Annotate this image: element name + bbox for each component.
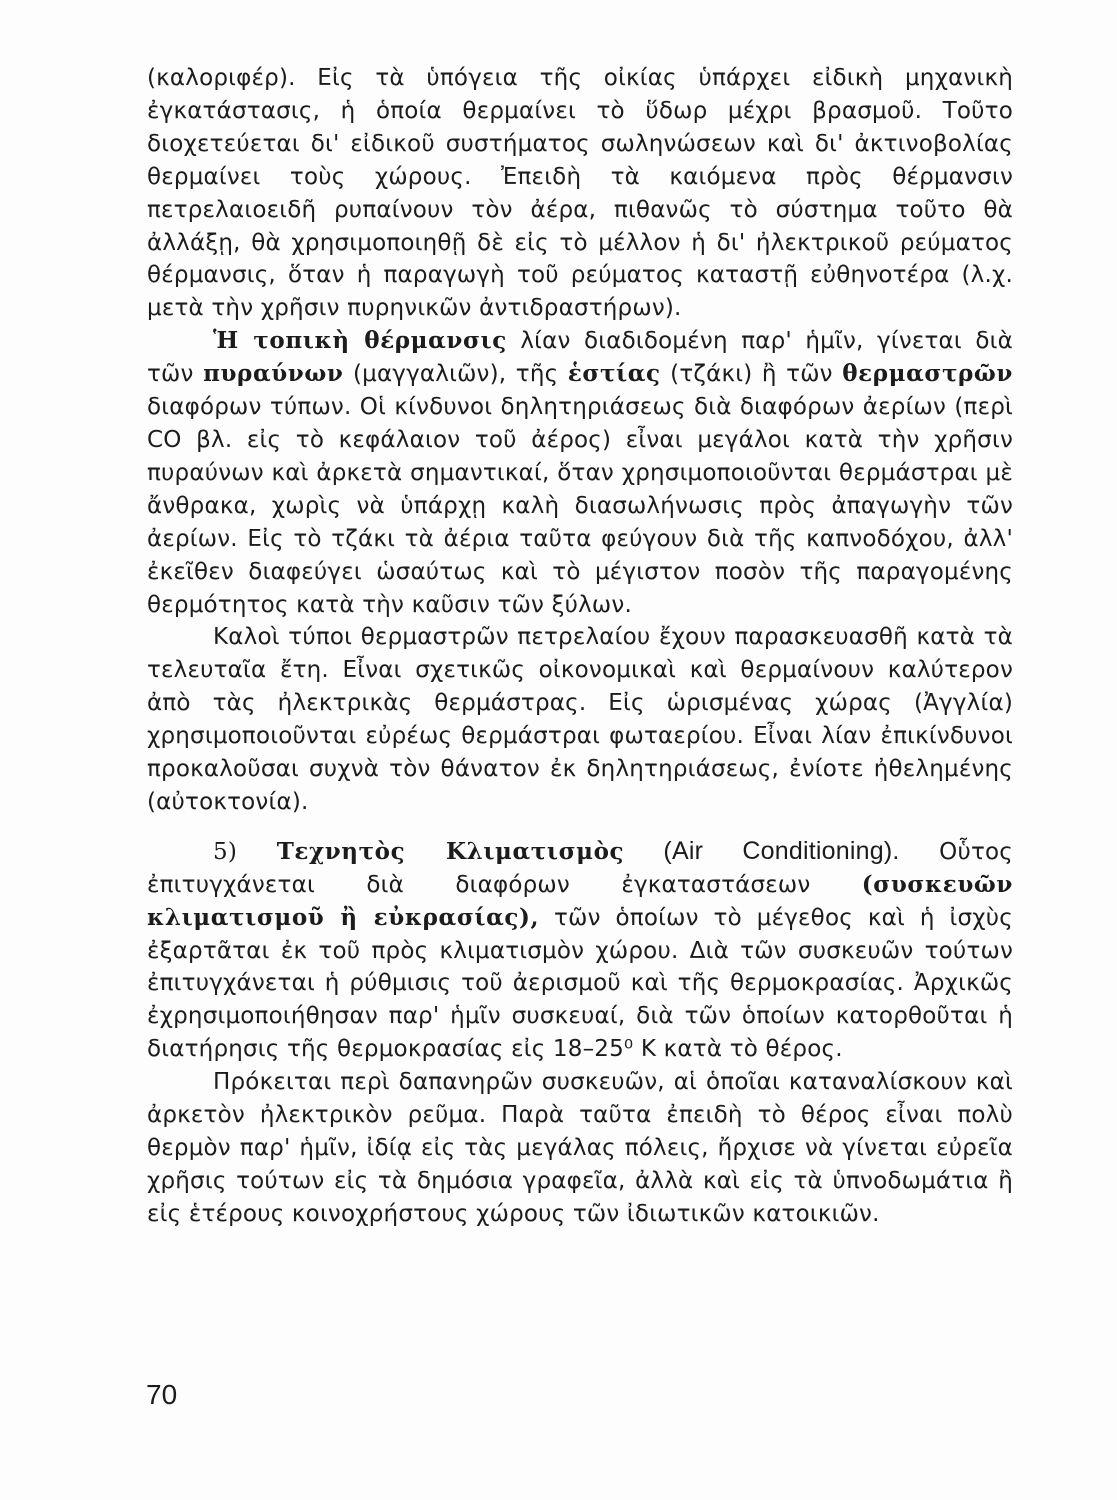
paragraph-local-heating-text-4: διαφόρων τύπων. Οἱ κίνδυνοι δηλητηριάσεως διὰ διαφόρων ἀερίων (περὶ CO βλ. εἰς τὸ κεφάλαιον τοῦ ἀέρος) εἶναι μεγάλοι κατὰ τὴν χρῆσιν πυραύνων καὶ ἀρκετὰ σημαντικαί, ὅταν χρησιμοποιοῦνται θερμάστραι μὲ ἄνθρακα, χωρὶς νὰ ὑπάρχῃ καλὴ διασωλήνωσις πρὸς ἀπαγωγὴν τῶν ἀερίων. Εἰς τὸ τζάκι τὰ ἀέρια ταῦτα φεύγουν διὰ τῆς καπνοδόχου, ἀλλ' ἐκεῖθεν διαφεύγει ὡσαύτως καὶ τὸ μέγιστον ποσὸν τῆς παραγομένης θερμότητος κατὰ τὴν καῦσιν τῶν ξύλων. [147,394,1013,618]
paragraph-radiator-text: (καλοριφέρ). Εἰς τὰ ὑπόγεια τῆς οἰκίας ὑπάρχει εἰδικὴ μηχανικὴ ἐγκατάστασις, ἡ ὁποία θερμαίνει τὸ ὕδωρ μέχρι βρασμοῦ. Τοῦτο διοχετεύεται δι' εἰδικοῦ συστήματος σωληνώσεων καὶ δι' ἀκτινοβολίας θερμαίνει τοὺς χώρους. Ἐπειδὴ τὰ καιόμενα πρὸς θέρμανσιν πετρελαιοειδῆ ρυπαίνουν τὸν ἀέρα, πιθανῶς τὸ σύστημα τοῦτο θὰ ἀλλάξῃ, θὰ χρησιμοποιηθῇ δὲ εἰς τὸ μέλλον ἡ δι' ἠλεκτρικοῦ ρεύματος θέρμανσις, ὅταν ἡ παραγωγὴ τοῦ ρεύματος καταστῇ εὐθηνοτέρα (λ.χ. μετὰ τὴν χρῆσιν πυρηνικῶν ἀντιδραστήρων). [147,65,1013,322]
paragraph-local-heating-text-3: (τζάκι) ἢ τῶν [660,361,843,388]
paragraph-costly-devices [147,1066,1013,1231]
paragraph-local-heating-text-1: λίαν διαδιδομένη παρ' ἡμῖν, γίνεται διὰ τῶν [147,328,1013,388]
paragraph-air-conditioning [147,835,1013,1066]
paragraph-costly-devices-text: Πρόκειται περὶ δαπανηρῶν συσκευῶν, αἱ ὁποῖαι καταναλίσκουν καὶ ἀρκετὸν ἠλεκτρικὸν ρεῦμα. Παρὰ ταῦτα ἐπειδὴ τὸ θέρος εἶναι πολὺ θερμὸν παρ' ἡμῖν, ἰδίᾳ εἰς τὰς μεγάλας πόλεις, ἤρχισε νὰ γίνεται εὐρεῖα χρῆσις τούτων εἰς τὰ δημόσια γραφεῖα, ἀλλὰ καὶ εἰς τὰ ὑπνοδωμάτια ἢ εἰς ἑτέρους κοινοχρήστους χώρους τῶν ἰδιωτικῶν κατοικιῶν. [147,1069,1013,1227]
page-body [147,62,1013,1231]
paragraph-local-heating [147,325,1013,621]
paragraph-local-heating-text-2: (μαγγαλιῶν), τῆς [343,361,568,388]
section-spacer [147,819,1013,835]
paragraph-air-conditioning-text-2: τῶν ὁποίων τὸ μέγεθος καὶ ἡ ἰσχὺς ἐξαρτᾶται ἐκ τοῦ πρὸς κλιματισμὸν χώρου. Διὰ τῶν συσκευῶν τούτων ἐπιτυγχάνεται ἡ ρύθμισις τοῦ ἀερισμοῦ καὶ τῆς θερμοκρασίας. Ἀρχικῶς ἐχρησιμοποιήθησαν παρ' ἡμῖν συσκευαί, διὰ τῶν ὁποίων κατορθοῦται ἡ διατήρησις τῆς θερμοκρασίας εἰς 18–25⁰ Κ κατὰ τὸ θέρος. [147,904,1013,1063]
section-heading-english: (Air Conditioning). [624,836,900,865]
term-local-heating: Ἡ τοπικὴ θέρμανσις [213,327,507,355]
paragraph-oil-stoves-text: Καλοὶ τύποι θερμαστρῶν πετρελαίου ἔχουν παρασκευασθῆ κατὰ τὰ τελευταῖα ἔτη. Εἶναι σχετικῶς οἰκονομικαὶ καὶ θερμαίνουν καλύτερον ἀπὸ τὰς ἠλεκτρικὰς θερμάστρας. Εἰς ὡρισμένας χώρας (Ἀγγλία) χρησιμοποιοῦνται εὐρέως θερμάστραι φωταερίου. Εἶναι λίαν ἐπικίνδυνοι προκαλοῦσαι συχνὰ τὸν θάνατον ἐκ δηλητηριάσεως, ἐνίοτε ἠθελημένης (αὐτοκτονία). [147,624,1013,815]
term-braziers: πυραύνων [203,360,344,388]
section-number: 5) [213,838,238,865]
paragraph-air-conditioning-text-1: Οὗτος ἐπιτυγχάνεται διὰ διαφόρων ἐγκαταστάσεων [147,838,1014,898]
term-ac-devices: (συσκευῶν κλιματισμοῦ ἢ εὐκρασίας), [147,870,1013,931]
term-stoves: θερμαστρῶν [842,360,1013,388]
page-number: 70 [146,1379,178,1410]
paragraph-radiator [147,62,1013,325]
section-heading: Τεχνητὸς Κλιματισμὸς [276,837,625,865]
paragraph-oil-stoves [147,621,1013,818]
term-hearth: ἑστίας [567,360,661,388]
